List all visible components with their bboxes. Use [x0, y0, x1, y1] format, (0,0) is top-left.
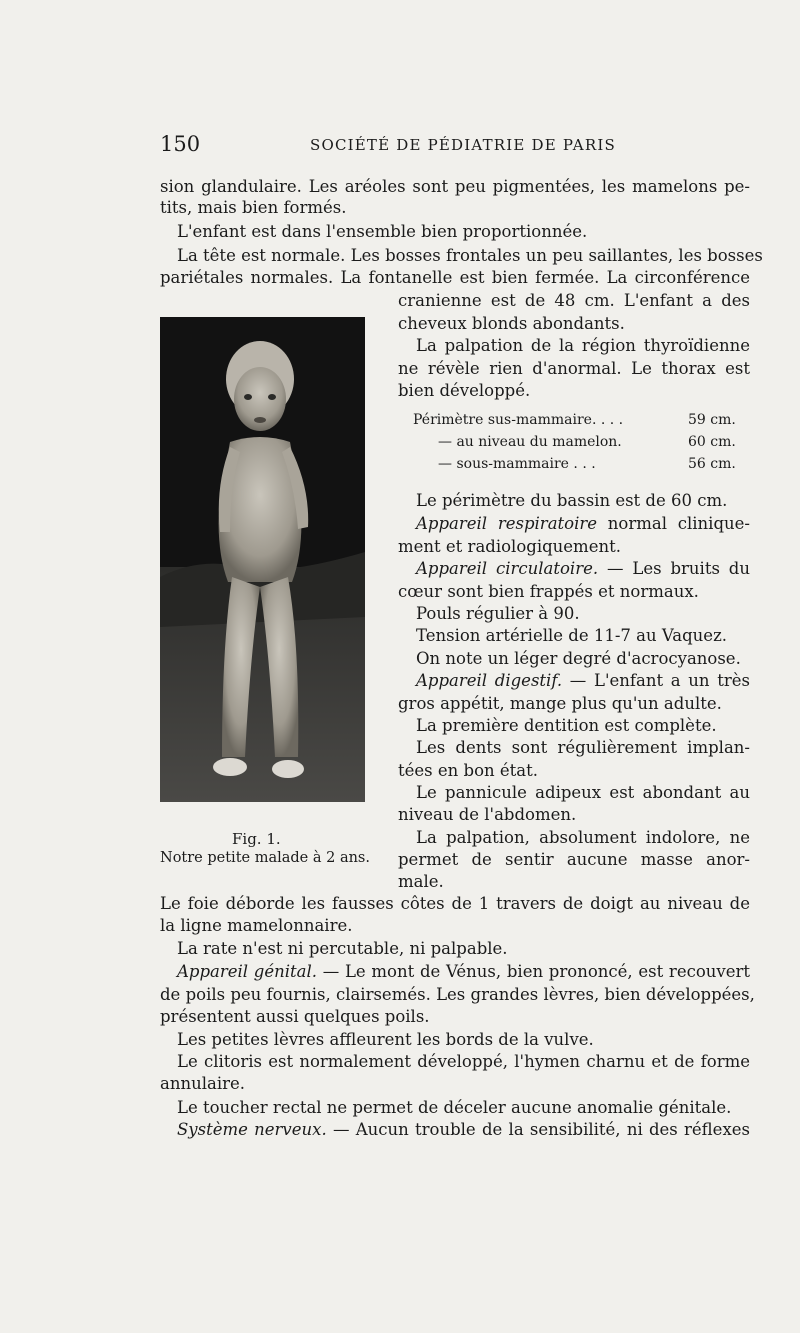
- text-line: tits, mais bien formés.: [160, 198, 347, 217]
- text-line: présentent aussi quelques poils.: [160, 1007, 430, 1026]
- text-line: Le pannicule adipeux est abondant au: [416, 783, 750, 802]
- measurement-value: 60 cm.: [688, 434, 736, 450]
- text-line: cranienne est de 48 cm. L'enfant a des: [398, 291, 750, 310]
- text-line: Appareil digestif. — L'enfant a un très: [416, 671, 750, 690]
- text-line: Tension artérielle de 11-7 au Vaquez.: [416, 626, 728, 645]
- text-line: la ligne mamelonnaire.: [160, 916, 353, 935]
- measurement-label: Périmètre sus-mammaire. . . .: [413, 412, 624, 428]
- text-line: cœur sont bien frappés et normaux.: [398, 582, 699, 601]
- text-line: annulaire.: [160, 1074, 246, 1093]
- text-line: de poils peu fournis, clairsemés. Les grandes lèvres, bien développées,: [160, 985, 755, 1004]
- patient-photograph: [160, 317, 365, 802]
- text-line: La palpation, absolument indolore, ne: [416, 828, 750, 847]
- section-heading: Appareil respiratoire: [416, 514, 598, 533]
- text-line: bien développé.: [398, 381, 531, 400]
- measurement-value: 56 cm.: [688, 456, 736, 472]
- text-line: sion glandulaire. Les aréoles sont peu pigmentées, les mamelons pe-: [160, 177, 750, 196]
- measurement-label: — au niveau du mamelon.: [438, 434, 622, 450]
- measurement-label: — sous-mammaire . . .: [438, 456, 596, 472]
- text-line: tées en bon état.: [398, 761, 538, 780]
- figure-label: Fig. 1.: [232, 830, 281, 848]
- text-line: La première dentition est complète.: [416, 716, 717, 735]
- text-line: ne révèle rien d'anormal. Le thorax est: [398, 359, 750, 378]
- photograph-illustration: [160, 317, 365, 802]
- text-line: La tête est normale. Les bosses frontales un peu saillantes, les bosses: [177, 246, 763, 265]
- text-line: L'enfant est dans l'ensemble bien proportionnée.: [177, 222, 588, 241]
- text-line: Les petites lèvres affleurent les bords de la vulve.: [177, 1030, 594, 1049]
- text-line: Appareil respiratoire normal clinique-: [416, 514, 750, 533]
- text-line: La rate n'est ni percutable, ni palpable.: [177, 939, 508, 958]
- measurement-value: 59 cm.: [688, 412, 736, 428]
- text-line: gros appétit, mange plus qu'un adulte.: [398, 694, 722, 713]
- page-number: 150: [160, 132, 201, 156]
- journal-title: SOCIÉTÉ DE PÉDIATRIE DE PARIS: [310, 136, 616, 154]
- running-header: [160, 132, 750, 158]
- text-line: On note un léger degré d'acrocyanose.: [416, 649, 741, 668]
- text-line: Appareil génital. — Le mont de Vénus, bien prononcé, est recouvert: [177, 962, 750, 981]
- text-line: Le clitoris est normalement développé, l'hymen charnu et de forme: [177, 1052, 750, 1071]
- text-line: Les dents sont régulièrement implan-: [416, 738, 750, 757]
- figure-caption: Notre petite malade à 2 ans.: [160, 850, 370, 866]
- text-line: Le périmètre du bassin est de 60 cm.: [416, 491, 728, 510]
- text-line: pariétales normales. La fontanelle est bien fermée. La circonférence: [160, 268, 750, 287]
- text-line: La palpation de la région thyroïdienne: [416, 336, 750, 355]
- text-line: ment et radiologiquement.: [398, 537, 621, 556]
- text-line: cheveux blonds abondants.: [398, 314, 625, 333]
- text-line: permet de sentir aucune masse anor-: [398, 850, 750, 869]
- text-line: niveau de l'abdomen.: [398, 805, 577, 824]
- section-heading: Appareil génital.: [177, 962, 318, 981]
- text-line: Le toucher rectal ne permet de déceler aucune anomalie génitale.: [177, 1098, 732, 1117]
- text-line: Appareil circulatoire. — Les bruits du: [416, 559, 750, 578]
- text-line: Pouls régulier à 90.: [416, 604, 580, 623]
- section-heading: Appareil digestif.: [416, 671, 563, 690]
- text-line: Système nerveux. — Aucun trouble de la sensibilité, ni des réflexes: [177, 1120, 750, 1139]
- section-heading: Appareil circulatoire.: [416, 559, 599, 578]
- section-heading: Système nerveux.: [177, 1120, 327, 1139]
- text-line: Le foie déborde les fausses côtes de 1 travers de doigt au niveau de: [160, 894, 750, 913]
- text-line: male.: [398, 872, 444, 891]
